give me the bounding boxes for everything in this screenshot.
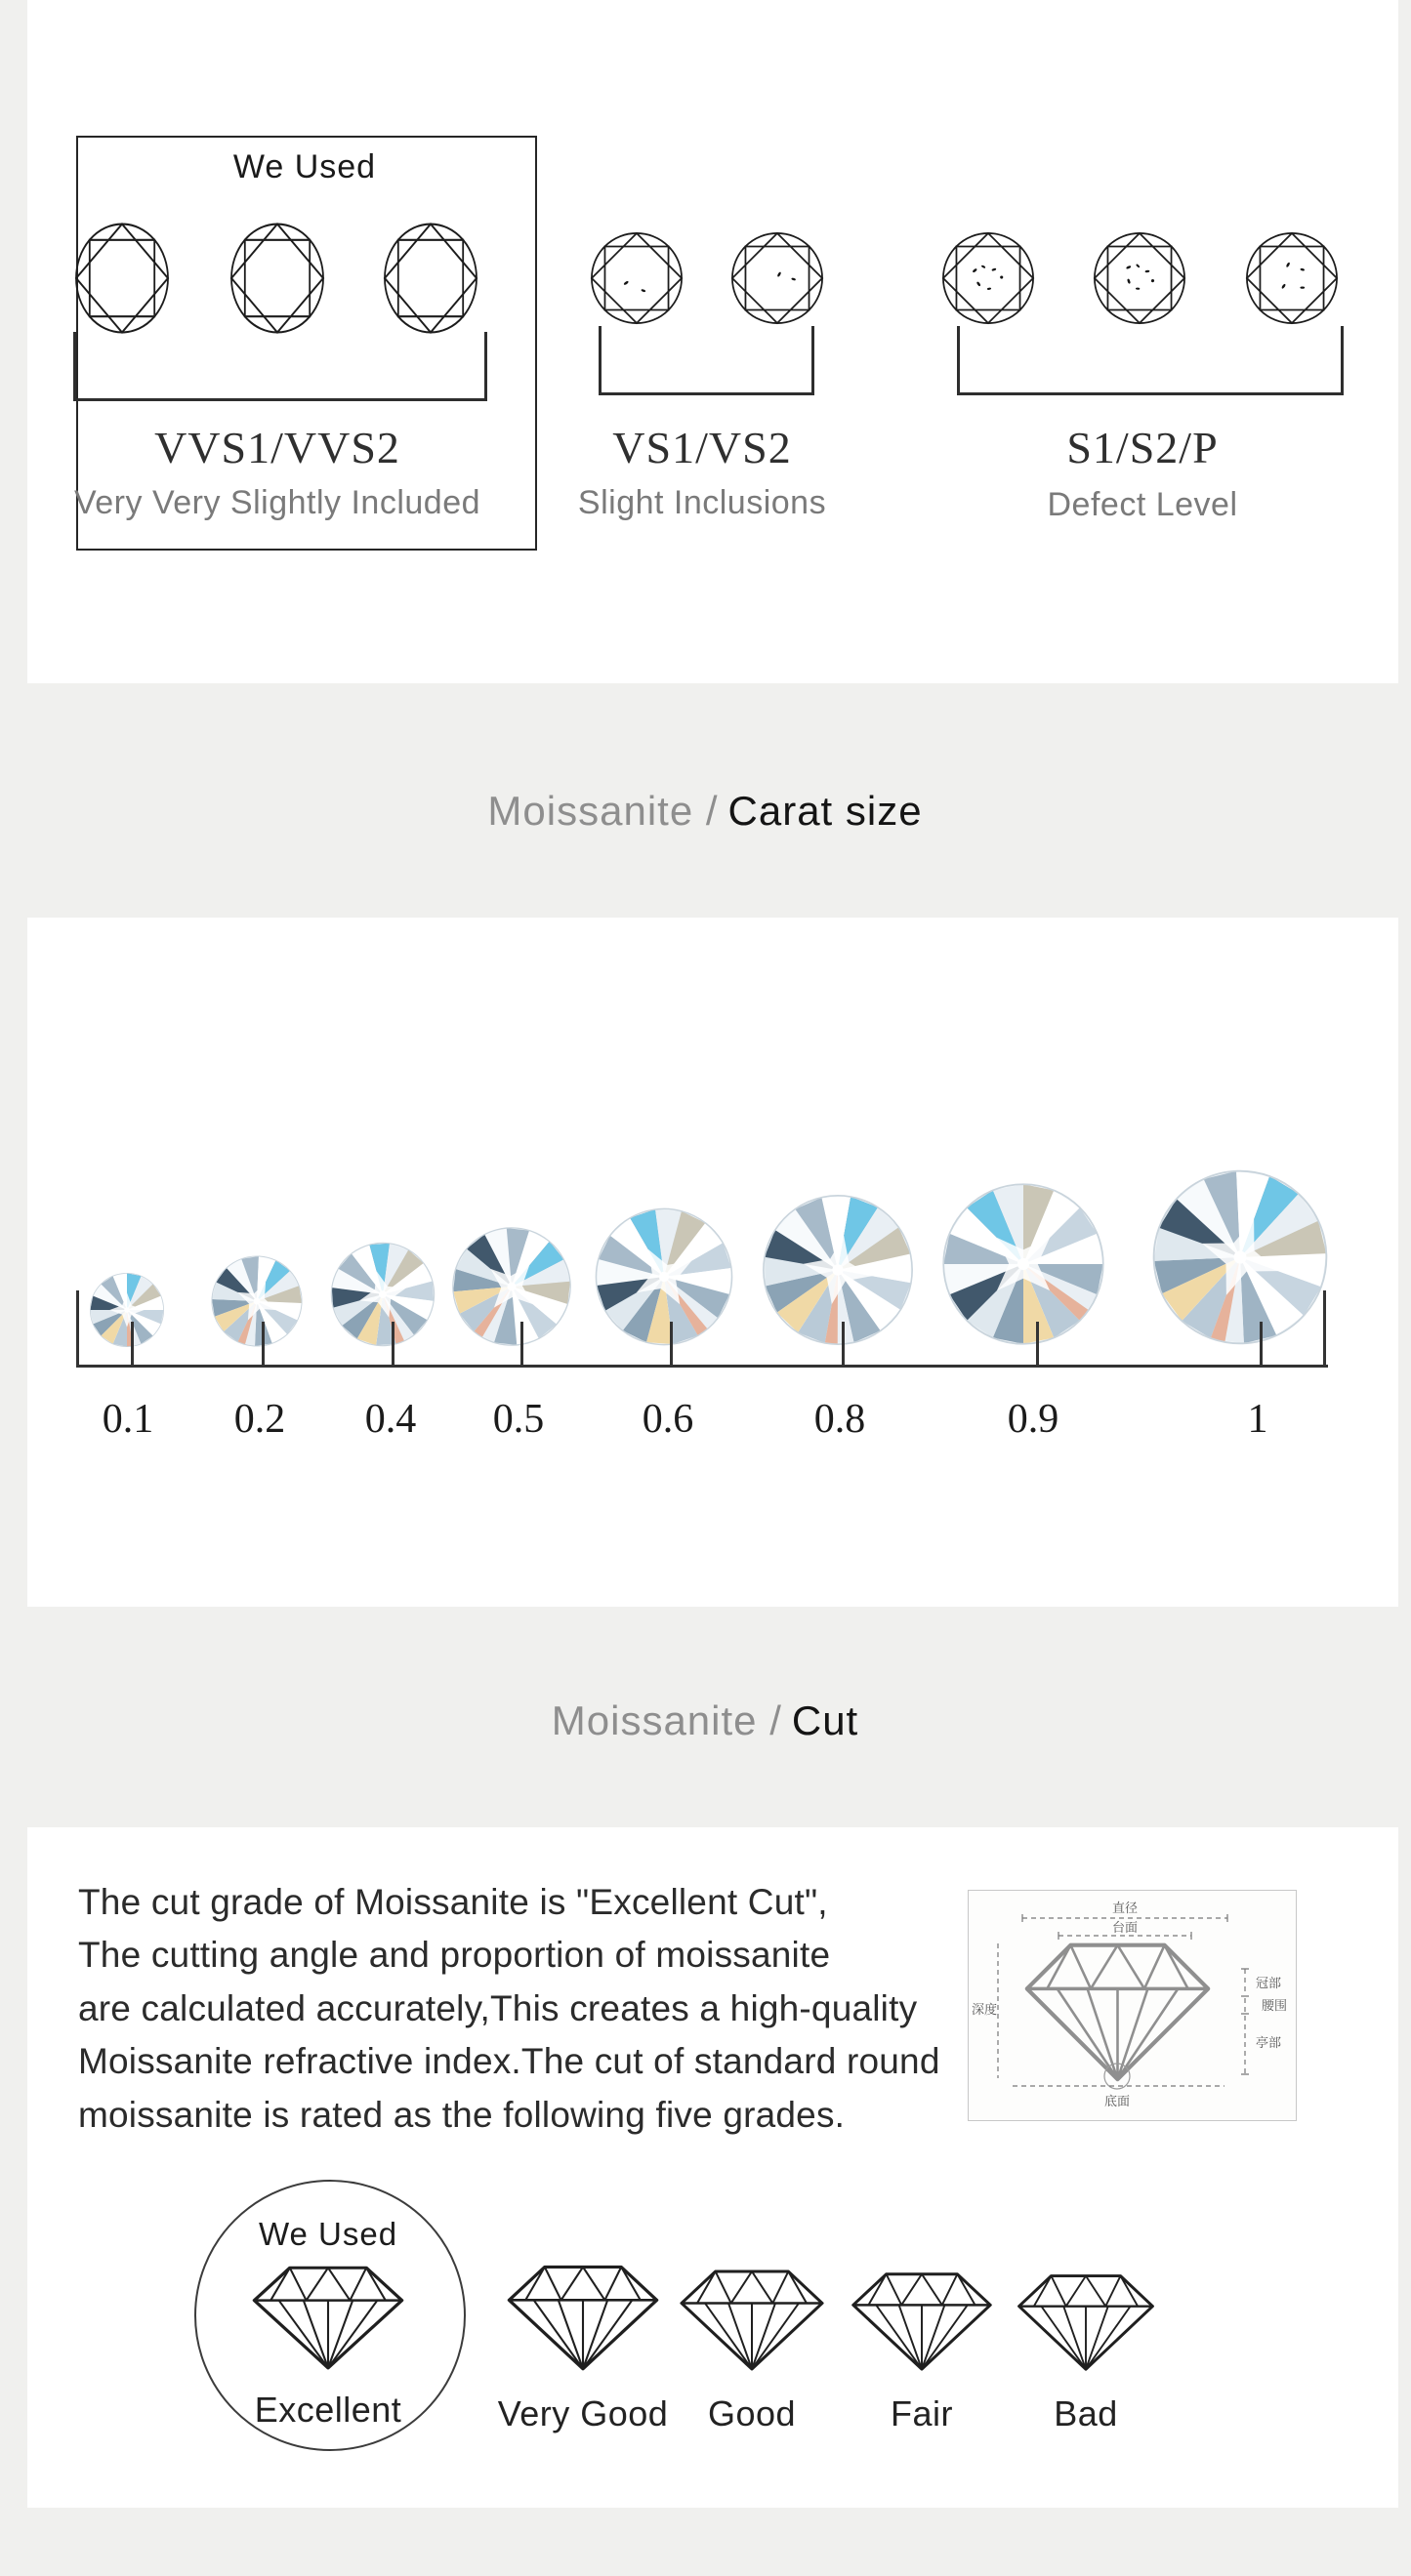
diamond-top-icon — [729, 230, 825, 326]
clarity-bracket — [599, 326, 814, 395]
diamond-side-icon — [846, 2265, 998, 2374]
cut-description-line: The cut grade of Moissanite is "Excellent Cut", — [78, 1882, 828, 1922]
gem-photo-icon — [1148, 1165, 1332, 1349]
diamond-side-icon — [501, 2257, 665, 2374]
carat-size-label: 0.1 — [102, 1397, 154, 1442]
carat-size-label: 0.5 — [492, 1397, 545, 1442]
clarity-grade-description: Very Very Slightly Included — [73, 484, 481, 521]
clarity-grade: S1/S2/P — [1066, 423, 1219, 472]
clarity-bracket — [957, 326, 1344, 395]
carat-size-label: 0.6 — [642, 1397, 694, 1442]
clarity-grade: VVS1/VVS2 — [154, 423, 400, 472]
diagram-label-girdle: 腰围 — [1261, 1998, 1288, 2013]
gem-photo-icon — [938, 1179, 1108, 1349]
gem-photo-icon — [759, 1191, 917, 1349]
diamond-side-icon — [246, 2258, 410, 2373]
diamond-top-icon — [228, 221, 326, 336]
diagram-label-diameter: 直径 — [1111, 1901, 1139, 1915]
cut-section-heading — [552, 1697, 858, 1744]
carat-size-label: 0.8 — [813, 1397, 866, 1442]
diagram-label-pavilion: 亭部 — [1255, 2035, 1282, 2050]
heading-main: Cut — [791, 1697, 859, 1743]
diagram-label-table: 台面 — [1111, 1920, 1139, 1935]
diamond-top-icon — [382, 221, 479, 336]
gem-photo-icon — [592, 1205, 736, 1349]
heading-main: Carat size — [727, 788, 923, 834]
gem-photo-icon — [209, 1253, 305, 1349]
heading-prefix: Moissanite / — [551, 1697, 782, 1743]
cut-description-line: are calculated accurately,This creates a high-quality — [78, 1987, 918, 2028]
carat-size-label: 0.4 — [364, 1397, 417, 1442]
carat-size-label: 1 — [1247, 1397, 1268, 1442]
diamond-side-icon — [1012, 2267, 1160, 2374]
gem-photo-icon — [328, 1240, 437, 1349]
ruler-tick — [670, 1322, 673, 1368]
we-used-label: We Used — [232, 148, 377, 185]
badge-we-used-label: We Used — [258, 2216, 398, 2252]
diagram-label-culet: 底面 — [1103, 2094, 1131, 2108]
diamond-side-icon — [674, 2262, 830, 2374]
diamond-top-icon — [1092, 230, 1187, 326]
ruler-tick — [1036, 1322, 1039, 1368]
clarity-grade: VS1/VS2 — [612, 423, 792, 472]
clarity-panel — [27, 0, 1398, 683]
cut-grade-label: Excellent — [254, 2390, 402, 2430]
cut-description-line: The cutting angle and proportion of moissanite — [78, 1935, 831, 1976]
diamond-top-icon — [73, 221, 171, 336]
ruler-tick — [392, 1322, 394, 1368]
ruler-tick — [1260, 1322, 1263, 1368]
diamond-top-icon — [940, 230, 1036, 326]
ruler-tick — [520, 1322, 523, 1368]
diagram-label-depth: 深度 — [971, 2002, 998, 2017]
clarity-grade-description: Defect Level — [1047, 486, 1238, 523]
cut-grade-label: Fair — [891, 2393, 953, 2433]
clarity-bracket — [73, 332, 487, 401]
cut-grade-label: Very Good — [497, 2393, 669, 2433]
cut-description-line: Moissanite refractive index.The cut of standard round — [78, 2041, 940, 2082]
clarity-grade-description: Slight Inclusions — [577, 484, 827, 521]
carat-section-heading — [487, 788, 922, 835]
diamond-top-icon — [1244, 230, 1340, 326]
gem-photo-icon — [449, 1224, 574, 1349]
cut-grade-label: Bad — [1054, 2393, 1118, 2433]
cut-grade-label: Good — [707, 2393, 797, 2433]
cut-description-line: moissanite is rated as the following five grades. — [78, 2094, 846, 2135]
ruler-tick — [262, 1322, 265, 1368]
ruler-end-right — [1323, 1290, 1326, 1368]
diagram-label-crown: 冠部 — [1255, 1976, 1282, 1990]
cut-proportions-diagram — [968, 1890, 1297, 2121]
ruler-tick — [842, 1322, 845, 1368]
diamond-top-icon — [589, 230, 685, 326]
ruler-end-left — [76, 1290, 79, 1368]
ruler-tick — [131, 1322, 134, 1368]
cut-description — [78, 1876, 940, 2142]
carat-size-label: 0.2 — [233, 1397, 286, 1442]
carat-size-label: 0.9 — [1007, 1397, 1059, 1442]
heading-prefix: Moissanite / — [487, 788, 719, 834]
gem-photo-icon — [88, 1271, 166, 1349]
